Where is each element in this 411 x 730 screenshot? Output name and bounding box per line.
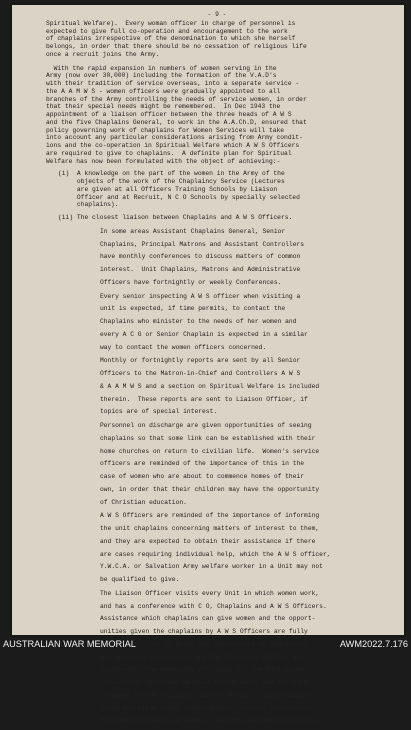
sub-paragraph [100, 590, 388, 725]
text-line: of chaplains irrespective of the denomination to which she herself [46, 35, 296, 43]
text-line: Officer and at Recruit, N C O Schools by specially selected [58, 193, 300, 201]
expansion-paragraph [46, 65, 388, 166]
text-line: all women in these units and the following matters are [100, 653, 305, 661]
text-line: Chaplains who minister to the needs of her women and [100, 318, 297, 325]
sub-paragraph [100, 512, 388, 584]
text-line: own, in order that their children may have the opportunity [100, 485, 320, 493]
text-line: appointment of a liaison officer between the three heads of A W S [46, 111, 292, 118]
text-line: every A C G or Senior Chaplain is expected in a similar [100, 330, 308, 338]
text-line: A W S Officers are reminded of the importance of informing [100, 512, 320, 520]
text-line: of women in the religious life of a unit:- opportunities [100, 691, 312, 699]
text-line: Personnel on discharge are given opportunities of seeing [100, 422, 312, 429]
footer-reference: AWM2022.7.176 [339, 639, 408, 649]
text-line: chaplains). [58, 201, 119, 209]
text-line: Monthly or fortnightly reports are sent by all Senior [100, 357, 301, 365]
text-line: Spiritual Welfare). Every woman officer in charge of personnel is [46, 19, 296, 27]
text-line: objects of the work of the Chaplaincy Service (Lectures [58, 178, 285, 185]
text-line: and has a conference with C O, Chaplains and A W S Officers. [100, 602, 327, 610]
text-line: be qualified to give. [100, 576, 180, 583]
text-line: that their special needs might be remembered. In Dec 1943 the [46, 103, 281, 111]
text-line: home churches on return to civilian life. Women's service [100, 447, 320, 455]
text-line: therein. These reports are sent to Liaison Officer, if [100, 395, 308, 403]
text-line: into account any particular considerations arising from Army condit- [46, 134, 303, 142]
document-body [46, 11, 388, 730]
text-line: with their tradition of service overseas, into a separate service - [46, 80, 300, 87]
text-line: and they are expected to obtain their assistance if there [100, 537, 316, 545]
archive-footer [0, 635, 411, 653]
text-line: Assistance which chaplains can give women and the opport- [100, 615, 316, 623]
text-line: are given at all Officers Training Schools by Liaison [58, 185, 278, 193]
text-line: topics are of special interest. [100, 408, 218, 416]
text-line: are required to give to chaplains. A definite plan for Spiritual [46, 149, 292, 157]
footer-institution: AUSTRALIAN WAR MEMORIAL [3, 639, 136, 649]
text-line: Officers to the Matron-in-Chief and Controllers A W S [100, 370, 301, 377]
text-line: way to contact the women officers concerned. [100, 343, 267, 351]
text-line: Every senior inspecting A W S officer when visiting a [100, 292, 301, 300]
text-line: Officers have fortnightly or weekly Conferences. [100, 278, 282, 286]
text-line: chaplains so that some link can be established with their [100, 434, 316, 442]
text-line: branches of the Army controlling the needs of service women, in order [46, 95, 307, 103]
page-number: - 9 - [207, 11, 227, 18]
text-line: Welfare has now been formulated with the object of achieving:- [46, 157, 281, 165]
text-line: ions and the co-operation in Spiritual Welfare which A W S Officers [46, 142, 300, 149]
text-line: Chaplains, Principal Matrons and Assistant Controllers [100, 240, 305, 248]
text-line: discussed. L.O. is given the opportunity of addressing [100, 640, 308, 648]
text-line: the A A M W S - women officers were gradually appointed to all [46, 87, 281, 95]
text-line: once a recruit joins the Army. [46, 50, 160, 58]
text-line: In some areas Assistant Chaplains General, Senior [100, 227, 286, 235]
opening-paragraph [46, 20, 388, 59]
list-item-2 [58, 214, 388, 222]
text-line: (ii) The closest liaison between Chaplains and A W S Officers. [58, 214, 293, 221]
text-line: belongs, in order that there should be no cessation of religious life [46, 43, 307, 50]
text-line: policy governing work of chaplains for Women Services will take [46, 126, 285, 134]
sub-paragraph [100, 357, 388, 416]
text-line: unit is expected, if time permits, to contact the [100, 305, 286, 313]
text-line: and the five Chaplains General, to work in the A.A.Ch.D, ensured that [46, 118, 307, 126]
text-line: have monthly conferences to discuss matters of common [100, 253, 301, 261]
text-line: case of women who are about to commence homes of their [100, 473, 305, 480]
sub-paragraph [100, 293, 388, 352]
text-line: The Liaison Officer visits every Unit in which women work, [100, 589, 320, 597]
text-line: discussed:- the necessity for using all the facilities [100, 666, 305, 674]
text-line: expected to give full co-operation and encouragement to the work [46, 27, 288, 35]
text-line: for Roman Catholic personnel, morning and evening prayers, [100, 717, 320, 725]
text-line: Y.W.C.A. or Salvation Army welfare worker in a Unit may not [100, 563, 323, 571]
text-line: & A A M W S and a section on Spiritual Welfare is included [100, 382, 320, 390]
text-line: are cases requiring individual help, which the A W S officer, [100, 550, 331, 558]
text-line: offered for Spiritual Welfare in the Army, and the part [100, 679, 308, 686]
text-line: the unit chaplains concerning matters of interest to them, [100, 525, 320, 532]
text-line: officers are reminded of the importance of this in the [100, 460, 305, 468]
text-line: unities given the chaplains by A W S Officers are fully [100, 628, 308, 635]
text-line: Army (now over 30,000) including the formation of the V.A.D's [46, 72, 277, 80]
text-line: interest. Unit Chaplains, Matrons and Administrative [100, 266, 301, 273]
text-line: given for bible study, confirmation classes, instruction [100, 704, 312, 712]
list-item-1 [58, 170, 388, 209]
text-line: With the rapid expansion in numbers of women serving in the [46, 64, 277, 72]
sub-paragraph [100, 422, 388, 506]
text-line: of Christian education. [100, 498, 187, 506]
text-line: (i) A knowledge on the part of the women in the Army of the [58, 170, 285, 178]
sub-paragraph [100, 228, 388, 287]
